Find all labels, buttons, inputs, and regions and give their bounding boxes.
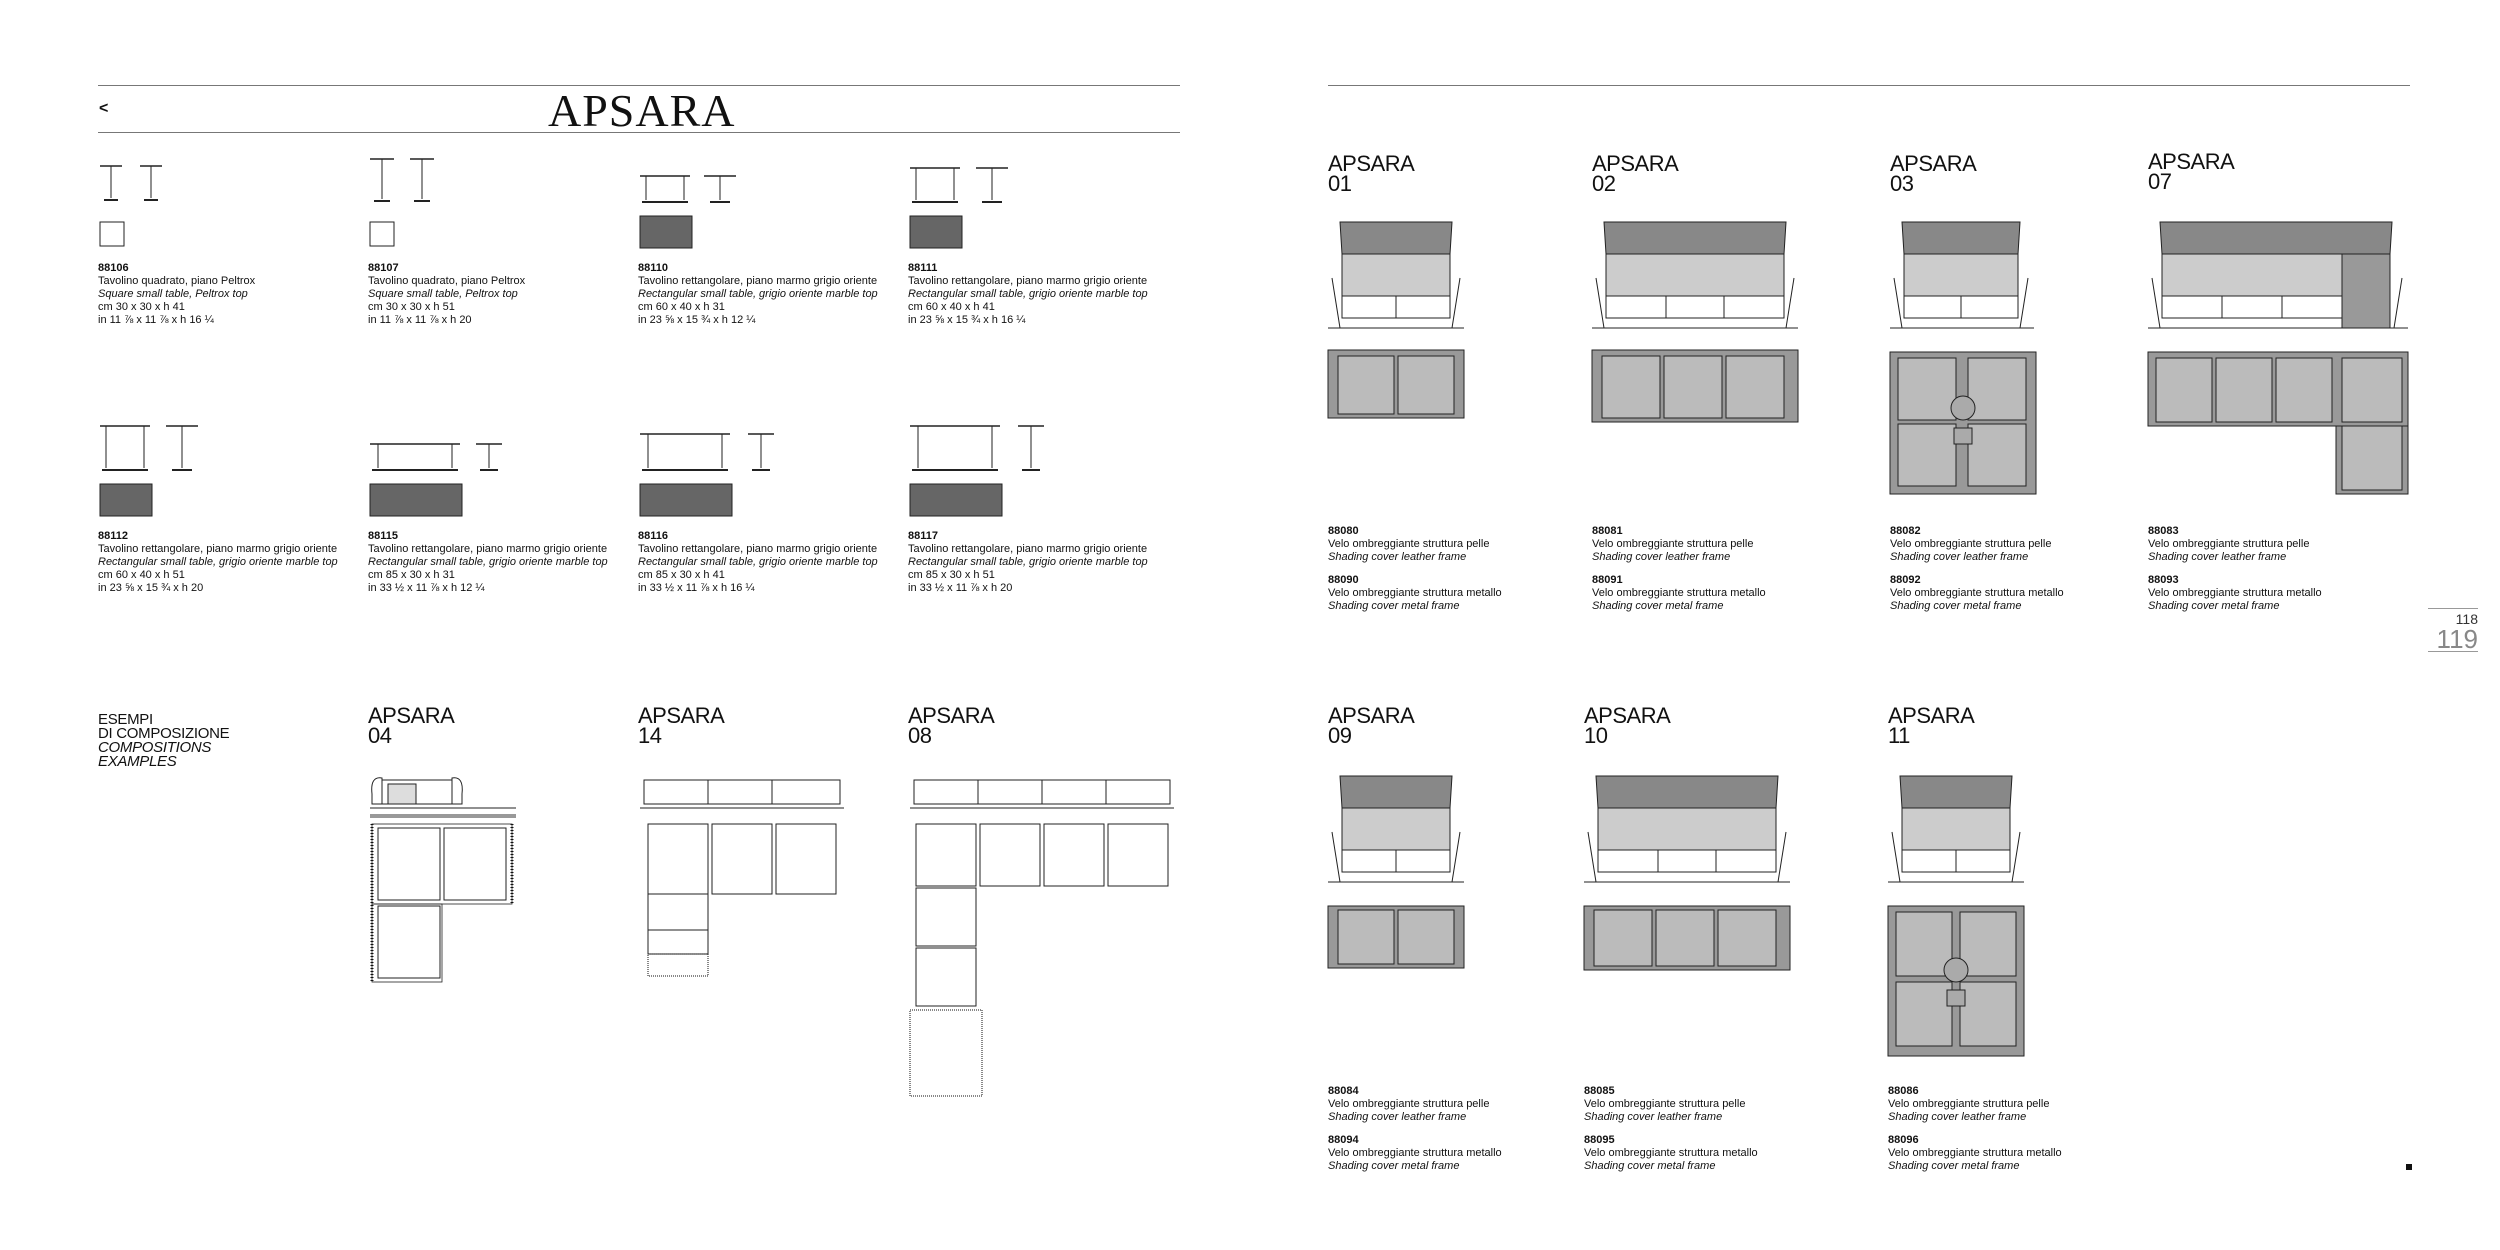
dim-in: in 11 ⅞ x 11 ⅞ x h 20 — [368, 314, 472, 326]
composition-drawing-08 — [908, 774, 1178, 1100]
desc-en: Square small table, Peltrox top — [368, 288, 518, 300]
composition-codes-10 — [1584, 1085, 1844, 1183]
composition-drawing-04 — [368, 774, 518, 984]
desc-en: Rectangular small table, grigio oriente marble top — [638, 556, 878, 568]
desc-it: Velo ombreggiante struttura metallo — [1592, 587, 1766, 599]
product-code: 88092 — [1890, 574, 1921, 586]
comp-name: APSARA — [1584, 703, 1671, 728]
dim-in: in 23 ⅝ x 15 ¾ x h 12 ¼ — [638, 314, 756, 326]
desc-en: Shading cover leather frame — [1890, 551, 2029, 563]
desc-it: Velo ombreggiante struttura metallo — [1888, 1147, 2062, 1159]
composition-codes-03 — [1890, 525, 2150, 623]
end-mark — [2406, 1164, 2412, 1170]
table-drawing — [908, 163, 1028, 250]
desc-it: Velo ombreggiante struttura metallo — [1890, 587, 2064, 599]
composition-drawing-01 — [1326, 218, 1466, 423]
composition-codes-07 — [2148, 525, 2408, 623]
composition-drawing-02 — [1590, 218, 1800, 428]
dim-in: in 33 ½ x 11 ⅞ x h 16 ¼ — [638, 582, 755, 594]
desc-it: Velo ombreggiante struttura metallo — [1328, 1147, 1502, 1159]
label-line: ESEMPI — [98, 711, 153, 728]
product-code: 88115 — [368, 530, 398, 542]
product-code: 88096 — [1888, 1134, 1919, 1146]
page-number-right: 119 — [2428, 627, 2478, 652]
composition-title-07 — [2148, 149, 2235, 194]
table-drawing — [98, 422, 218, 520]
desc-it: Velo ombreggiante struttura pelle — [2148, 538, 2310, 550]
dim-cm: cm 30 x 30 x h 41 — [98, 301, 185, 313]
table-drawing — [638, 430, 788, 520]
comp-name: APSARA — [1890, 151, 1977, 176]
dim-cm: cm 60 x 40 x h 31 — [638, 301, 725, 313]
desc-it: Velo ombreggiante struttura metallo — [1584, 1147, 1758, 1159]
composition-codes-11 — [1888, 1085, 2148, 1183]
product-code: 88117 — [908, 530, 938, 542]
dim-in: in 33 ½ x 11 ⅞ x h 12 ¼ — [368, 582, 485, 594]
comp-num: 14 — [638, 723, 662, 748]
back-arrow[interactable]: < — [99, 100, 109, 117]
product-code: 88081 — [1592, 525, 1623, 537]
composition-title-04 — [368, 703, 455, 748]
label-line: DI COMPOSIZIONE — [98, 725, 230, 742]
comp-num: 09 — [1328, 723, 1352, 748]
composition-title-08 — [908, 703, 995, 748]
dim-in: in 23 ⅝ x 15 ¾ x h 20 — [98, 582, 204, 594]
product-code: 88083 — [2148, 525, 2179, 537]
desc-en: Rectangular small table, grigio oriente marble top — [98, 556, 338, 568]
desc-en: Shading cover metal frame — [1328, 600, 1460, 612]
page-title: APSARA — [548, 85, 736, 136]
product-code: 88082 — [1890, 525, 1921, 537]
desc-it: Velo ombreggiante struttura pelle — [1328, 538, 1490, 550]
desc-en: Square small table, Peltrox top — [98, 288, 248, 300]
desc-it: Velo ombreggiante struttura metallo — [1328, 587, 1502, 599]
compositions-label — [98, 713, 229, 769]
dim-cm: cm 30 x 30 x h 51 — [368, 301, 455, 313]
desc-it: Velo ombreggiante struttura metallo — [2148, 587, 2322, 599]
desc-en: Shading cover metal frame — [1888, 1160, 2020, 1172]
desc-it: Velo ombreggiante struttura pelle — [1584, 1098, 1746, 1110]
dim-cm: cm 60 x 40 x h 51 — [98, 569, 185, 581]
composition-title-03 — [1890, 151, 1977, 196]
label-line: EXAMPLES — [98, 753, 177, 770]
desc-en: Shading cover metal frame — [2148, 600, 2280, 612]
dim-cm: cm 85 x 30 x h 31 — [368, 569, 455, 581]
desc-en: Shading cover leather frame — [1328, 551, 1467, 563]
desc-it: Tavolino quadrato, piano Peltrox — [368, 275, 526, 287]
desc-it: Tavolino rettangolare, piano marmo grigio oriente — [908, 543, 1148, 555]
desc-en: Shading cover leather frame — [1888, 1111, 2027, 1123]
comp-name: APSARA — [638, 703, 725, 728]
comp-num: 10 — [1584, 723, 1608, 748]
dim-in: in 11 ⅞ x 11 ⅞ x h 16 ¼ — [98, 314, 214, 326]
composition-title-01 — [1328, 151, 1415, 196]
comp-num: 08 — [908, 723, 932, 748]
comp-name: APSARA — [908, 703, 995, 728]
composition-title-02 — [1592, 151, 1679, 196]
product-code: 88090 — [1328, 574, 1359, 586]
comp-name: APSARA — [2148, 149, 2235, 174]
desc-it: Velo ombreggiante struttura pelle — [1592, 538, 1754, 550]
table-drawing — [908, 422, 1058, 520]
composition-title-09 — [1328, 703, 1415, 748]
product-code: 88107 — [368, 262, 399, 274]
comp-num: 04 — [368, 723, 392, 748]
dim-cm: cm 85 x 30 x h 51 — [908, 569, 995, 581]
composition-drawing-11 — [1886, 772, 2026, 1062]
comp-name: APSARA — [1328, 151, 1415, 176]
table-drawing — [98, 160, 178, 250]
comp-name: APSARA — [368, 703, 455, 728]
comp-num: 03 — [1890, 171, 1914, 196]
desc-it: Tavolino rettangolare, piano marmo grigio oriente — [98, 543, 338, 555]
desc-it: Tavolino rettangolare, piano marmo grigio oriente — [638, 543, 878, 555]
composition-drawing-07 — [2146, 218, 2411, 498]
product-code: 88085 — [1584, 1085, 1615, 1097]
desc-en: Shading cover metal frame — [1328, 1160, 1460, 1172]
composition-drawing-09 — [1326, 772, 1466, 977]
page-number-left: 118 — [2428, 608, 2478, 627]
desc-en: Shading cover leather frame — [1328, 1111, 1467, 1123]
composition-title-10 — [1584, 703, 1671, 748]
comp-num: 11 — [1888, 723, 1910, 748]
desc-it: Tavolino rettangolare, piano marmo grigio oriente — [908, 275, 1148, 287]
desc-it: Tavolino quadrato, piano Peltrox — [98, 275, 256, 287]
label-line: COMPOSITIONS — [98, 739, 212, 756]
desc-it: Tavolino rettangolare, piano marmo grigio oriente — [368, 543, 608, 555]
product-code: 88080 — [1328, 525, 1359, 537]
composition-drawing-03 — [1888, 218, 2038, 498]
desc-en: Rectangular small table, grigio oriente marble top — [908, 288, 1148, 300]
composition-codes-02 — [1592, 525, 1852, 623]
table-drawing — [638, 170, 758, 250]
product-code: 88106 — [98, 262, 129, 274]
comp-num: 02 — [1592, 171, 1616, 196]
product-code: 88111 — [908, 262, 938, 274]
product-code: 88110 — [638, 262, 668, 274]
desc-en: Shading cover metal frame — [1890, 600, 2022, 612]
comp-num: 01 — [1328, 171, 1352, 196]
composition-drawing-10 — [1582, 772, 1792, 977]
dim-cm: cm 60 x 40 x h 41 — [908, 301, 995, 313]
desc-en: Shading cover metal frame — [1584, 1160, 1716, 1172]
desc-it: Tavolino rettangolare, piano marmo grigio oriente — [638, 275, 878, 287]
product-code: 88093 — [2148, 574, 2179, 586]
product-code: 88116 — [638, 530, 668, 542]
product-code: 88086 — [1888, 1085, 1919, 1097]
composition-codes-09 — [1328, 1085, 1588, 1183]
desc-it: Velo ombreggiante struttura pelle — [1328, 1098, 1490, 1110]
product-code: 88084 — [1328, 1085, 1359, 1097]
desc-it: Velo ombreggiante struttura pelle — [1888, 1098, 2050, 1110]
composition-title-14 — [638, 703, 725, 748]
product-code: 88094 — [1328, 1134, 1359, 1146]
desc-en: Shading cover metal frame — [1592, 600, 1724, 612]
desc-en: Shading cover leather frame — [1584, 1111, 1723, 1123]
desc-en: Shading cover leather frame — [2148, 551, 2287, 563]
comp-num: 07 — [2148, 169, 2172, 194]
product-code: 88095 — [1584, 1134, 1615, 1146]
comp-name: APSARA — [1888, 703, 1975, 728]
composition-title-11 — [1888, 703, 1975, 748]
composition-codes-01 — [1328, 525, 1588, 623]
product-code: 88091 — [1592, 574, 1623, 586]
page-number-block — [2428, 608, 2478, 652]
dim-cm: cm 85 x 30 x h 41 — [638, 569, 725, 581]
dim-in: in 33 ½ x 11 ⅞ x h 20 — [908, 582, 1013, 594]
comp-name: APSARA — [1328, 703, 1415, 728]
desc-en: Rectangular small table, grigio oriente marble top — [368, 556, 608, 568]
comp-name: APSARA — [1592, 151, 1679, 176]
desc-it: Velo ombreggiante struttura pelle — [1890, 538, 2052, 550]
table-drawing — [368, 155, 448, 250]
product-code: 88112 — [98, 530, 128, 542]
desc-en: Rectangular small table, grigio oriente marble top — [908, 556, 1148, 568]
desc-en: Rectangular small table, grigio oriente marble top — [638, 288, 878, 300]
desc-en: Shading cover leather frame — [1592, 551, 1731, 563]
composition-drawing-14 — [638, 774, 848, 984]
table-drawing — [368, 438, 518, 520]
dim-in: in 23 ⅝ x 15 ¾ x h 16 ¼ — [908, 314, 1026, 326]
top-rule-right — [1328, 85, 2410, 86]
